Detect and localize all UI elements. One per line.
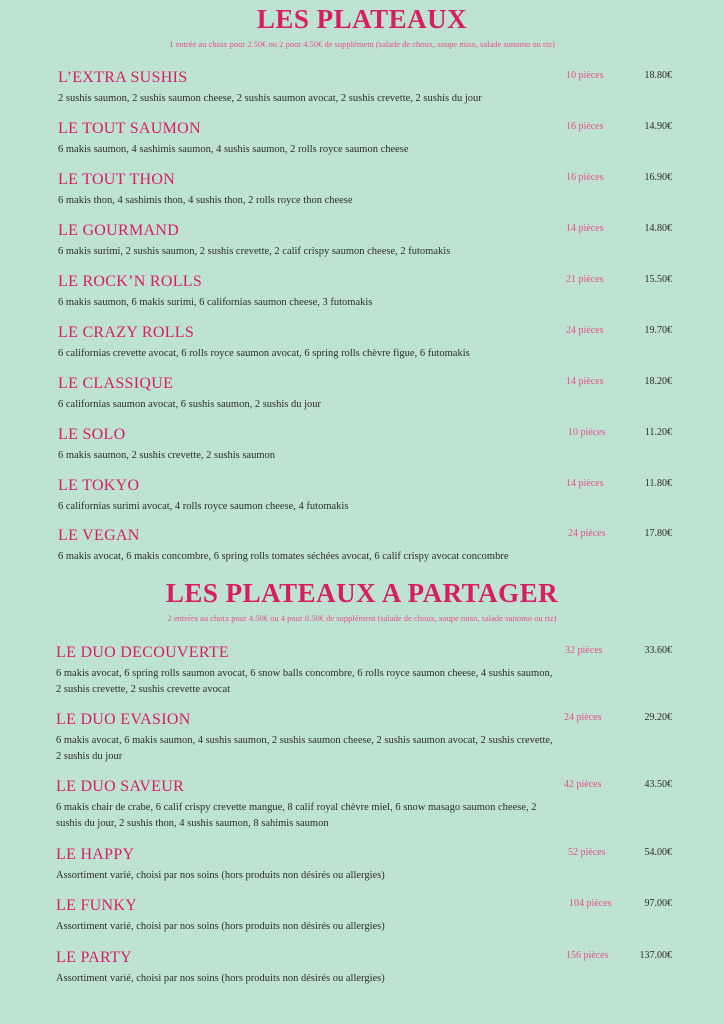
section-subtitle-partager: 2 entrées au choix pour 4.50€ ou 4 pour 8.50€ de supplément (salade de choux, soupe miso, salade sunomo ou riz) [167,613,557,623]
item-pieces: 21 pièces [566,274,604,285]
menu-item [58,170,672,209]
item-pieces: 14 pièces [566,223,604,234]
menu-item [58,221,672,260]
item-description: 6 californias surimi avocat, 4 rolls royce saumon cheese, 4 futomakis [58,501,349,513]
item-price: 97.00€ [644,898,672,909]
item-description: 6 californias crevette avocat, 6 rolls royce saumon avocat, 6 spring rolls chèvre figue, 6 futomakis [58,348,470,360]
item-price: 18.20€ [644,376,672,387]
menu-item [56,710,672,765]
item-price: 33.60€ [644,645,672,656]
item-name: LE TOUT THON [58,171,176,188]
item-pieces: 32 pièces [565,645,603,656]
menu-item [58,476,672,515]
item-pieces: 104 pièces [569,898,612,909]
menu-item [56,896,672,935]
item-description: 6 makis saumon, 4 sashimis saumon, 4 sushis saumon, 2 rolls royce saumon cheese [58,144,409,156]
section-title-plateaux: LES PLATEAUX [256,4,468,34]
item-description: 6 makis saumon, 6 makis surimi, 6 californias saumon cheese, 3 futomakis [58,297,373,309]
item-description: 6 makis thon, 4 sashimis thon, 4 sushis thon, 2 rolls royce thon cheese [58,195,353,207]
item-name: LE TOUT SAUMON [58,120,201,137]
menu-item [58,68,672,107]
menu-item [58,526,672,565]
item-name: LE CRAZY ROLLS [58,324,195,341]
item-description: Assortiment varié, choisi par nos soins (hors produits non désirés ou allergies) [56,870,385,882]
item-name: LE DUO EVASION [56,711,191,728]
item-name: LE DUO SAVEUR [56,778,185,795]
menu-item [56,845,672,884]
item-pieces: 14 pièces [566,376,604,387]
item-pieces: 52 pièces [568,847,606,858]
item-name: LE HAPPY [56,846,135,863]
item-description: 6 makis avocat, 6 makis concombre, 6 spring rolls tomates séchées avocat, 6 calif crispy avocat concombre [58,551,509,563]
item-price: 29.20€ [644,712,672,723]
item-pieces: 156 pièces [566,950,609,961]
item-description: 2 sushis saumon, 2 sushis saumon cheese, 2 sushis saumon avocat, 2 sushis crevette, 2 sushis du jour [58,93,482,105]
item-description: 6 makis avocat, 6 makis saumon, 4 sushis saumon, 2 sushis saumon cheese, 2 sushis saumon avocat, 2 sushis crevette, 2 sushis du jour [56,735,553,763]
item-pieces: 10 pièces [566,70,604,81]
item-description: Assortiment varié, choisi par nos soins (hors produits non désirés ou allergies) [56,921,385,933]
item-pieces: 16 pièces [566,121,604,132]
item-description: Assortiment varié, choisi par nos soins (hors produits non désirés ou allergies) [56,973,385,985]
item-pieces: 24 pièces [566,325,604,336]
item-name: L’EXTRA SUSHIS [58,69,188,86]
menu-item [58,425,672,464]
menu-item [56,948,672,987]
item-price: 14.80€ [644,223,672,234]
item-pieces: 10 pièces [568,427,606,438]
menu-item [56,777,672,832]
item-description: 6 makis avocat, 6 spring rolls saumon avocat, 6 snow balls concombre, 6 rolls royce saumon cheese, 4 sushis saumon, 2 sushis crevette, 2 sushis crevette avocat [56,668,553,696]
item-description: 6 makis surimi, 2 sushis saumon, 2 sushis crevette, 2 calif crispy saumon cheese, 2 futomakis [58,246,451,258]
item-price: 11.80€ [644,478,672,489]
item-pieces: 24 pièces [564,712,602,723]
item-pieces: 42 pièces [564,779,602,790]
item-name: LE FUNKY [56,897,138,914]
item-name: LE CLASSIQUE [58,375,174,392]
menu-item [58,374,672,413]
item-price: 15.50€ [644,274,672,285]
menu-item [58,119,672,158]
item-description: 6 makis saumon, 2 sushis crevette, 2 sushis saumon [58,450,275,462]
menu-item [56,643,672,698]
partager-section [0,580,724,623]
item-pieces: 16 pièces [566,172,604,183]
item-price: 14.90€ [644,121,672,132]
item-price: 16.90€ [644,172,672,183]
item-pieces: 14 pièces [566,478,604,489]
item-price: 54.00€ [644,847,672,858]
item-description: 6 californias saumon avocat, 6 sushis saumon, 2 sushis du jour [58,399,322,411]
section-subtitle-plateaux: 1 entrée au choix pour 2.50€ ou 2 pour 4.50€ de supplément (salade de choux, soupe miso, salade sunomo ou riz) [169,39,555,49]
plateaux-section [0,6,724,49]
item-description: 6 makis chair de crabe, 6 calif crispy crevette mangue, 8 calif royal chèvre miel, 6 snow masago saumon cheese, 2 sushis du jour, 2 sushis thon, 4 sushis saumon, 8 sahimis saumon [56,802,537,830]
item-pieces: 24 pièces [568,528,606,539]
item-price: 18.80€ [644,70,672,81]
item-name: LE VEGAN [58,527,140,544]
item-price: 17.80€ [644,528,672,539]
section-title-partager: LES PLATEAUX A PARTAGER [165,578,559,608]
item-price: 11.20€ [644,427,672,438]
item-price: 43.50€ [644,779,672,790]
item-price: 137.00€ [639,950,672,961]
item-name: LE SOLO [58,426,126,443]
item-name: LE TOKYO [58,477,140,494]
item-name: LE PARTY [56,949,132,966]
item-name: LE DUO DECOUVERTE [56,644,230,661]
menu-item [58,272,672,311]
item-name: LE ROCK’N ROLLS [58,273,203,290]
item-price: 19.70€ [644,325,672,336]
menu-item [58,323,672,362]
item-name: LE GOURMAND [58,222,180,239]
